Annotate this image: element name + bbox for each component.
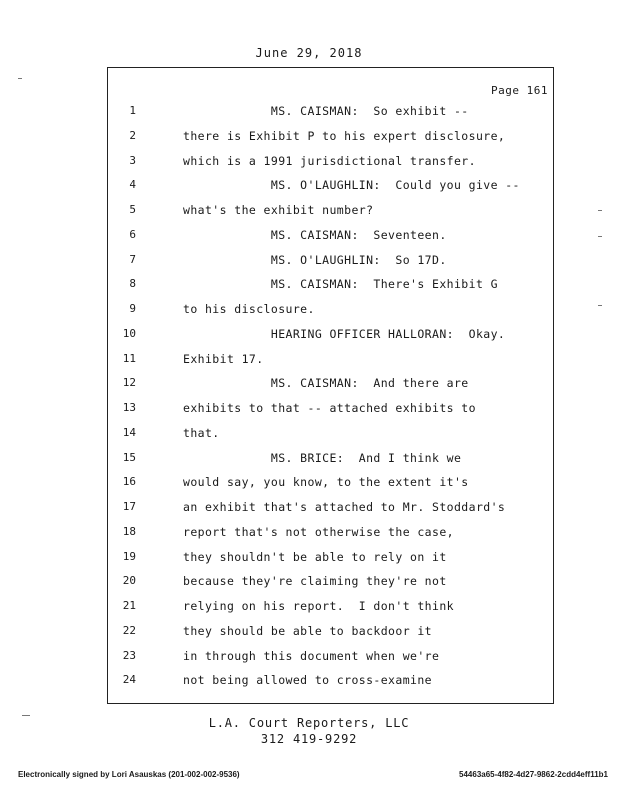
court-reporter-phone: 312 419-9292: [260, 732, 358, 746]
line-text: in through this document when we're: [183, 648, 440, 663]
transcript-line: [0, 649, 618, 665]
transcript-date: June 29, 2018: [255, 46, 363, 60]
court-reporter-name: L.A. Court Reporters, LLC: [208, 716, 410, 730]
line-text: MS. CAISMAN: So exhibit --: [183, 104, 469, 118]
line-text: which is a 1991 jurisdictional transfer.: [183, 153, 476, 168]
line-text: HEARING OFFICER HALLORAN: Okay.: [183, 326, 506, 341]
line-number: 1: [129, 104, 136, 117]
line-number: 18: [122, 524, 136, 538]
scan-mark: [598, 210, 602, 211]
transcript-line: [0, 228, 618, 244]
line-number: 6: [129, 227, 136, 241]
line-text: they shouldn't be able to rely on it: [183, 549, 447, 564]
transcript-line: [0, 599, 618, 615]
transcript-line: [0, 154, 618, 170]
line-number: 8: [129, 277, 136, 291]
line-number: 22: [122, 623, 136, 637]
scan-mark: [18, 78, 22, 79]
line-text: what's the exhibit number?: [183, 203, 374, 217]
transcript-line: [0, 525, 618, 541]
scan-mark: [598, 305, 602, 306]
line-number: 21: [122, 599, 136, 612]
line-number: 12: [122, 376, 136, 390]
transcript-line: [0, 277, 618, 293]
line-number: 5: [129, 203, 136, 216]
line-text: report that's not otherwise the case,: [183, 524, 454, 539]
scan-mark: [22, 715, 30, 716]
transcript-line: [0, 104, 618, 120]
line-text: they should be able to backdoor it: [183, 623, 433, 638]
line-text: not being allowed to cross-examine: [183, 673, 433, 688]
transcript-line: [0, 451, 618, 467]
transcript-line: [0, 327, 618, 343]
line-text: MS. CAISMAN: There's Exhibit G: [183, 277, 498, 292]
scan-mark: [598, 236, 602, 237]
line-number: 2: [129, 128, 136, 142]
transcript-line: [0, 574, 618, 590]
line-number: 20: [122, 574, 136, 588]
electronic-signature: Electronically signed by Lori Asauskas (201-002-002-9536): [18, 770, 240, 779]
transcript-line: [0, 500, 618, 516]
line-number: 11: [122, 351, 136, 365]
line-number: 24: [122, 673, 136, 687]
transcript-line: [0, 253, 618, 269]
line-number: 16: [122, 475, 136, 489]
document-id: 54463a65-4f82-4d27-9862-2cdd4eff11b1: [459, 770, 608, 779]
line-text: because they're claiming they're not: [183, 574, 447, 589]
line-text: MS. BRICE: And I think we: [183, 450, 462, 465]
transcript-line: [0, 203, 618, 219]
line-text: MS. CAISMAN: And there are: [183, 376, 469, 391]
transcript-line: [0, 302, 618, 318]
line-number: 15: [122, 450, 136, 464]
line-number: 23: [122, 648, 136, 662]
line-text: to his disclosure.: [183, 302, 315, 316]
transcript-line: [0, 129, 618, 145]
line-number: 13: [122, 401, 136, 414]
transcript-line: [0, 673, 618, 689]
transcript-line: [0, 376, 618, 392]
transcript-line: [0, 178, 618, 194]
page-number: Page 161: [491, 84, 548, 97]
line-number: 14: [122, 425, 136, 439]
line-text: MS. O'LAUGHLIN: So 17D.: [183, 252, 447, 267]
line-text: Exhibit 17.: [183, 351, 264, 366]
line-text: there is Exhibit P to his expert disclosure,: [183, 128, 506, 143]
line-text: an exhibit that's attached to Mr. Stoddard's: [183, 500, 506, 514]
line-text: relying on his report. I don't think: [183, 599, 454, 613]
line-number: 10: [122, 326, 136, 340]
line-number: 9: [129, 302, 136, 315]
transcript-line: [0, 426, 618, 442]
line-text: would say, you know, to the extent it's: [183, 475, 469, 490]
transcript-line: [0, 624, 618, 640]
line-number: 3: [129, 153, 136, 167]
line-text: exhibits to that -- attached exhibits to: [183, 401, 476, 415]
line-number: 17: [122, 500, 136, 513]
line-text: MS. CAISMAN: Seventeen.: [183, 227, 447, 242]
transcript-line: [0, 401, 618, 417]
line-number: 4: [129, 178, 136, 192]
transcript-line: [0, 475, 618, 491]
line-text: MS. O'LAUGHLIN: Could you give --: [183, 178, 520, 193]
line-text: that.: [183, 425, 220, 440]
line-number: 19: [122, 549, 136, 563]
line-number: 7: [129, 252, 136, 266]
transcript-line: [0, 352, 618, 368]
transcript-line: [0, 550, 618, 566]
